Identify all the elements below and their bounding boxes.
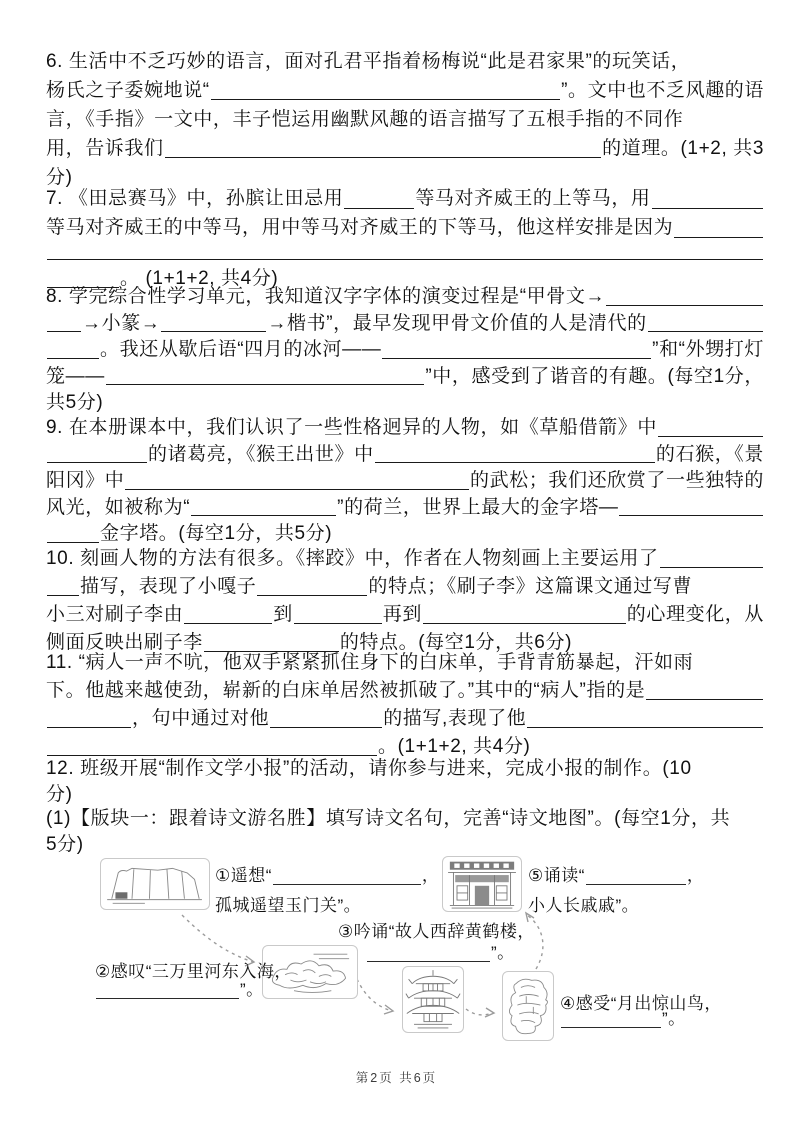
answer-blank: [273, 883, 421, 885]
answer-blank: [47, 357, 99, 359]
question-line: [46, 47, 764, 76]
text-run: 的心理变化，从: [626, 604, 764, 625]
question-line: [46, 545, 764, 573]
text-run: 的道理。(1+2, 共3: [602, 138, 764, 159]
question-line: [46, 76, 764, 105]
answer-blank: [257, 594, 367, 596]
question-line: [46, 649, 764, 677]
text-run: ”。: [662, 1009, 686, 1028]
question-line: [46, 468, 764, 495]
text-run: 11. “病人一声不吭，他双手紧紧抓住身下的白床单，手背青筋暴起，汗如雨: [46, 652, 694, 673]
text-run: ”中，感受到了谐音的有趣。(每空1分，: [425, 365, 764, 387]
text-run: 杨氏之子委婉地说“: [46, 80, 210, 101]
answer-blank: [211, 98, 560, 100]
answer-blank: [184, 622, 272, 624]
question-line: [46, 105, 764, 134]
text-run: 。我还从歇后语“四月的冰河——: [100, 339, 382, 360]
question-line: [46, 390, 764, 417]
text-run: 分): [46, 167, 73, 188]
text-run: →小篆→: [82, 312, 161, 334]
question-11: [46, 649, 764, 761]
answer-blank: [294, 622, 382, 624]
answer-blank: [561, 1026, 661, 1028]
question-line: [46, 415, 764, 442]
page-number: 第2页 共6页: [355, 1071, 438, 1085]
question-8: [46, 284, 764, 417]
question-line: [46, 705, 764, 733]
poetry-map: [0, 853, 793, 1068]
question-line: [46, 806, 764, 832]
text-run: 小人长戚戚”。: [528, 896, 640, 915]
text-run: ⑤诵读“: [528, 866, 585, 885]
answer-blank: [648, 330, 763, 332]
text-run: ”。文中也不乏风趣的语: [561, 80, 764, 101]
question-line: [46, 185, 764, 214]
text-run: 风光，如被称为“: [46, 496, 191, 518]
text-run: (1)【版块一：跟着诗文游名胜】填写诗文名句，完善“诗文地图”。(每空1分，共: [46, 808, 731, 829]
text-run: ，: [421, 866, 440, 885]
map-label-2-line-2: [95, 975, 264, 1003]
answer-blank: [344, 207, 414, 209]
answer-blank: [96, 997, 239, 999]
answer-blank: [674, 236, 763, 238]
map-label-1-line-2: [215, 891, 361, 919]
text-run: ②感叹“三万里河东入海，: [95, 962, 292, 981]
map-label-5-line-2: [528, 891, 639, 919]
question-line: [46, 573, 764, 601]
text-run: 小三对刷子李由: [46, 604, 184, 625]
answer-blank: [619, 514, 763, 516]
question-line: [46, 495, 764, 522]
answer-blank: [47, 330, 81, 332]
answer-blank: [270, 726, 382, 728]
answer-blank: [47, 541, 99, 543]
answer-blank: [646, 698, 763, 700]
answer-blank: [375, 461, 655, 463]
text-run: ”的荷兰，世界上最大的金字塔—: [337, 496, 619, 518]
text-run: 再到: [382, 604, 423, 625]
moonlit-rocks-sketch: [502, 971, 554, 1041]
answer-blank: [47, 726, 131, 728]
text-run: 9. 在本册课本中，我们认识了一些性格迥异的人物，如《草船借箭》中: [46, 417, 657, 438]
text-run: 共5分): [46, 392, 104, 413]
answer-blank: [106, 383, 425, 385]
question-line: [46, 311, 764, 338]
text-run: ”和“外甥打灯: [652, 339, 764, 360]
map-label-3-line-2: [366, 938, 515, 966]
text-run: 言，《手指》一文中，丰子恺运用幽默风趣的语言描写了五根手指的不同作: [46, 109, 684, 130]
text-run: 7. 《田忌赛马》中，孙膑让田忌用: [46, 188, 344, 209]
question-line: [46, 364, 764, 391]
question-line: [46, 782, 764, 808]
text-run: 。(1+1+2, 共4分): [378, 736, 531, 757]
text-run: 6. 生活中不乏巧妙的语言，面对孔君平指着杨梅说“此是君家果”的玩笑话，: [46, 51, 691, 72]
text-run: 描写，表现了小嘎子: [80, 576, 257, 597]
text-run: ，: [686, 866, 705, 885]
question-10: [46, 545, 764, 657]
question-line: [46, 521, 764, 548]
text-run: 的武松；我们还欣赏了一些独特的: [469, 470, 764, 491]
answer-blank: [382, 357, 651, 359]
temple-building-sketch: [442, 856, 522, 912]
text-run: 等马对齐威王的中等马，用中等马对齐威王的下等马，他这样安排是因为: [46, 216, 674, 238]
text-run: ”。: [491, 943, 515, 962]
text-run: 的描写,表现了他: [383, 708, 527, 729]
text-run: 的特点。(每空1分，共6分): [339, 632, 573, 653]
question-line: [46, 601, 764, 629]
answer-blank: [660, 566, 763, 568]
question-9: [46, 415, 764, 548]
text-run: 等马对齐威王的上等马，用: [415, 188, 651, 209]
text-run: 金字塔。(每空1分，共5分): [100, 523, 333, 544]
text-run: 的石猴，《景: [655, 443, 764, 465]
text-run: 孤城遥望玉门关”。: [215, 896, 362, 915]
text-run: 用，告诉我们: [46, 138, 164, 159]
yellow-crane-tower-sketch: [402, 966, 464, 1033]
question-12: [46, 756, 764, 808]
text-run: 12. 班级开展“制作文学小报”的活动，请你参与进来，完成小报的制作。(10: [46, 758, 692, 779]
question-7: [46, 185, 764, 293]
question-line: [46, 134, 764, 163]
text-run: ”。: [240, 980, 264, 999]
question-12-part-1: [46, 806, 764, 858]
text-run: 分): [46, 784, 73, 805]
answer-blank: [161, 330, 266, 332]
text-run: ，句中通过对他: [132, 708, 270, 729]
answer-blank: [527, 726, 763, 728]
map-label-5-line-1: [528, 861, 704, 889]
text-run: ④感受“月出惊山鸟，: [560, 994, 722, 1013]
text-run: →楷书”，最早发现甲骨文价值的人是清代的: [267, 312, 647, 334]
map-label-1-line-1: [215, 861, 439, 889]
answer-blank: [606, 304, 763, 306]
text-run: 侧面反映出刷子李: [46, 632, 203, 653]
text-run: 的特点；《刷子李》这篇课文通过写曹: [368, 576, 693, 597]
question-line: [46, 214, 764, 243]
answer-blank: [423, 622, 626, 624]
text-run: 阳冈》中: [46, 470, 125, 491]
answer-blank: [367, 960, 490, 962]
question-line: [46, 337, 764, 364]
answer-blank: [165, 156, 602, 158]
text-run: 。 (1+1+2, 共4分): [120, 267, 279, 289]
text-run: 的诸葛亮，《猴王出世》中: [148, 443, 374, 465]
text-run: 下。他越来越使劲，崭新的白床单居然被抓破了。”其中的“病人”指的是: [46, 680, 646, 701]
answer-blank: [47, 594, 79, 596]
yumen-pass-cliff-sketch: [100, 858, 210, 910]
question-line: [46, 756, 764, 782]
answer-blank: [47, 258, 763, 260]
question-line: [46, 284, 764, 311]
answer-blank: [47, 461, 147, 463]
answer-blank: [125, 488, 469, 490]
text-run: 10. 刻画人物的方法有很多。《摔跤》中，作者在人物刻画上主要运用了: [46, 548, 659, 569]
answer-blank: [191, 514, 336, 516]
text-run: ③吟诵“故人西辞黄鹤楼，: [338, 922, 535, 941]
answer-blank: [658, 435, 763, 437]
text-run: 到: [273, 604, 293, 625]
question-line: [46, 442, 764, 469]
text-run: 5分): [46, 834, 84, 855]
question-line: [46, 243, 764, 265]
question-6: [46, 47, 764, 192]
answer-blank: [652, 207, 763, 209]
question-line: [46, 677, 764, 705]
text-run: 8. 学完综合性学习单元，我知道汉字字体的演变过程是“甲骨文→: [46, 286, 606, 307]
text-run: ①遥想“: [215, 866, 272, 885]
answer-blank: [586, 883, 686, 885]
map-label-4-line-2: [560, 1004, 686, 1032]
text-run: 笼——: [46, 365, 105, 387]
